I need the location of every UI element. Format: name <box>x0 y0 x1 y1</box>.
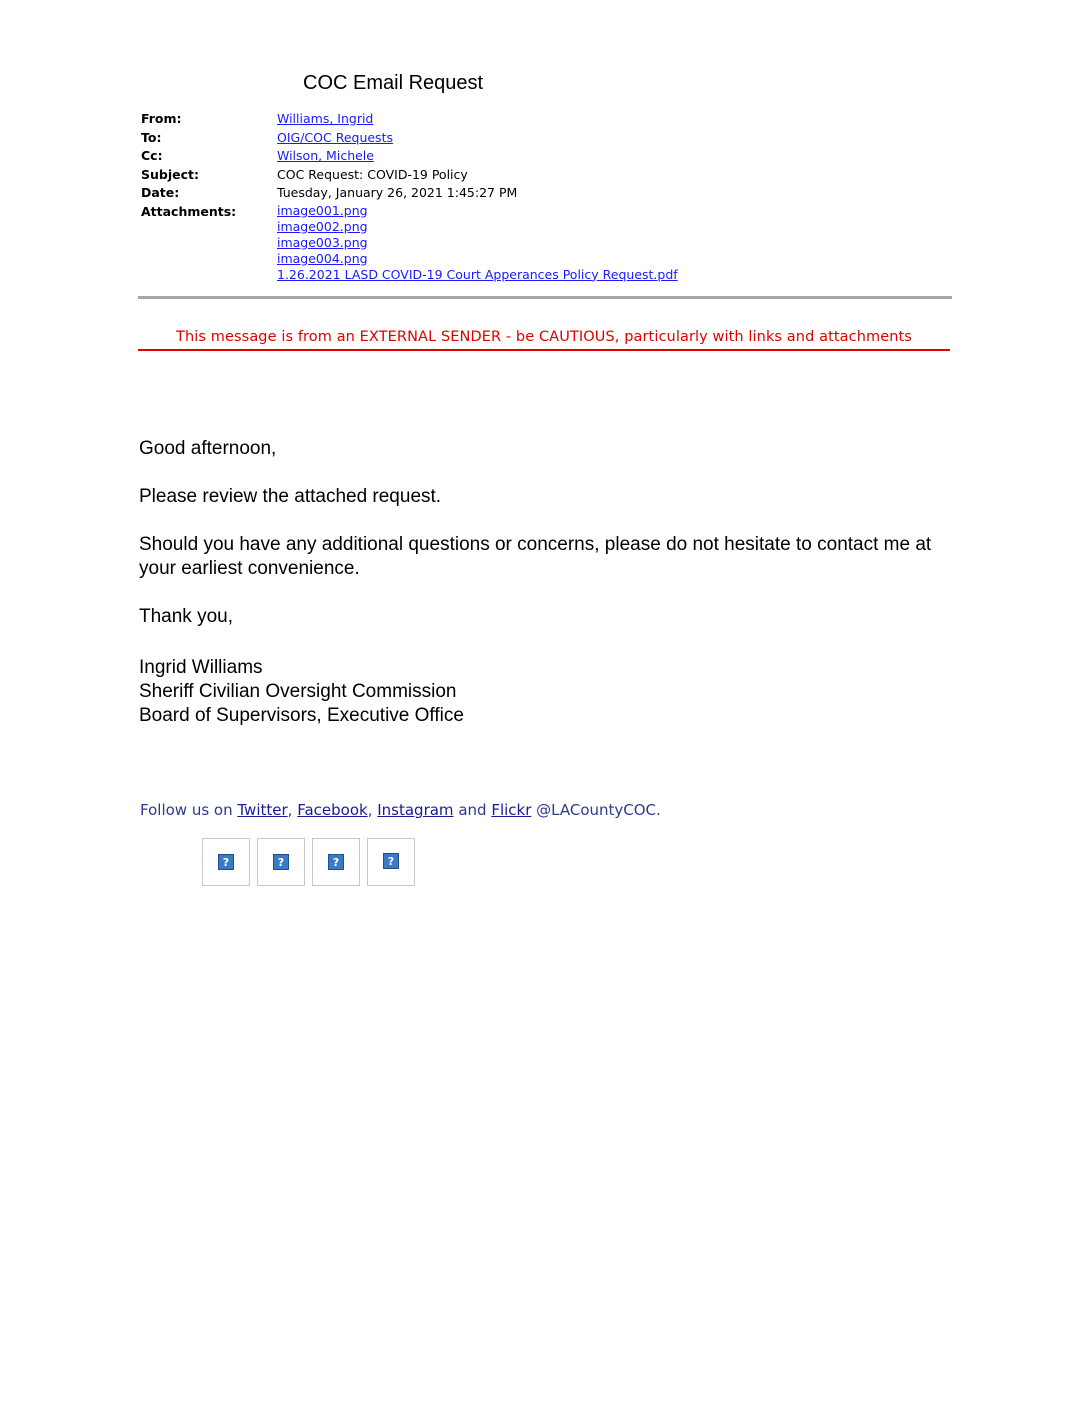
date-row <box>141 184 678 203</box>
to-label: To: <box>141 129 162 145</box>
attachment-link[interactable]: 1.26.2021 LASD COVID-19 Court Apperances Policy Request.pdf <box>277 266 678 282</box>
subject-label: Subject: <box>141 166 199 182</box>
instagram-link[interactable]: Instagram <box>377 801 454 819</box>
subject-row <box>141 166 678 185</box>
social-handle: @LACountyCOC. <box>531 801 661 819</box>
subject-value: COC Request: COVID-19 Policy <box>277 166 468 182</box>
header-divider <box>138 296 952 299</box>
date-value: Tuesday, January 26, 2021 1:45:27 PM <box>277 185 518 200</box>
signature-name: Ingrid Williams <box>139 657 263 678</box>
warning-underline <box>138 349 950 351</box>
date-label: Date: <box>141 185 180 200</box>
body-line: Should you have any additional questions or concerns, please do not hesitate to contact me at your earliest convenience. <box>139 534 932 579</box>
greeting: Good afternoon, <box>139 438 277 459</box>
attachments-list <box>277 203 678 283</box>
broken-image-icon: ? <box>328 854 344 870</box>
from-row <box>141 110 678 129</box>
to-link[interactable]: OIG/COC Requests <box>277 129 393 145</box>
broken-image-icon: ? <box>273 854 289 870</box>
flickr-link[interactable]: Flickr <box>491 801 532 819</box>
follow-prefix: Follow us on <box>140 801 238 819</box>
from-link[interactable]: Williams, Ingrid <box>277 111 374 126</box>
instagram-image-placeholder[interactable] <box>312 838 360 886</box>
body-line: Please review the attached request. <box>139 486 442 507</box>
attachment-link[interactable]: image001.png <box>277 202 368 218</box>
signature-org: Sheriff Civilian Oversight Commission <box>139 681 457 702</box>
flickr-image-placeholder[interactable] <box>367 838 415 886</box>
cc-row <box>141 147 678 166</box>
social-follow-line <box>140 801 661 819</box>
signature-office: Board of Supervisors, Executive Office <box>139 705 464 726</box>
attachment-link[interactable]: image003.png <box>277 234 368 250</box>
attachments-label: Attachments: <box>141 203 237 219</box>
closing: Thank you, <box>139 606 233 627</box>
separator: , <box>287 801 298 819</box>
broken-image-icon: ? <box>383 853 399 869</box>
email-header <box>141 110 678 283</box>
broken-image-icon: ? <box>218 854 234 870</box>
twitter-image-placeholder[interactable] <box>202 838 250 886</box>
social-icons <box>202 838 415 886</box>
attachment-link[interactable]: image002.png <box>277 218 368 234</box>
attachments-row <box>141 203 678 283</box>
page-title: COC Email Request <box>303 72 484 94</box>
cc-label: Cc: <box>141 148 163 163</box>
to-row <box>141 129 678 148</box>
cc-link[interactable]: Wilson, Michele <box>277 148 374 163</box>
message-body <box>139 437 939 728</box>
from-label: From: <box>141 111 182 126</box>
facebook-link[interactable]: Facebook <box>297 801 368 819</box>
signature <box>139 656 939 728</box>
separator: , <box>367 801 378 819</box>
facebook-image-placeholder[interactable] <box>257 838 305 886</box>
separator: and <box>453 801 492 819</box>
twitter-link[interactable]: Twitter <box>237 801 288 819</box>
attachment-link[interactable]: image004.png <box>277 250 368 266</box>
external-sender-warning: This message is from an EXTERNAL SENDER - be CAUTIOUS, particularly with links and attachments <box>176 329 912 345</box>
